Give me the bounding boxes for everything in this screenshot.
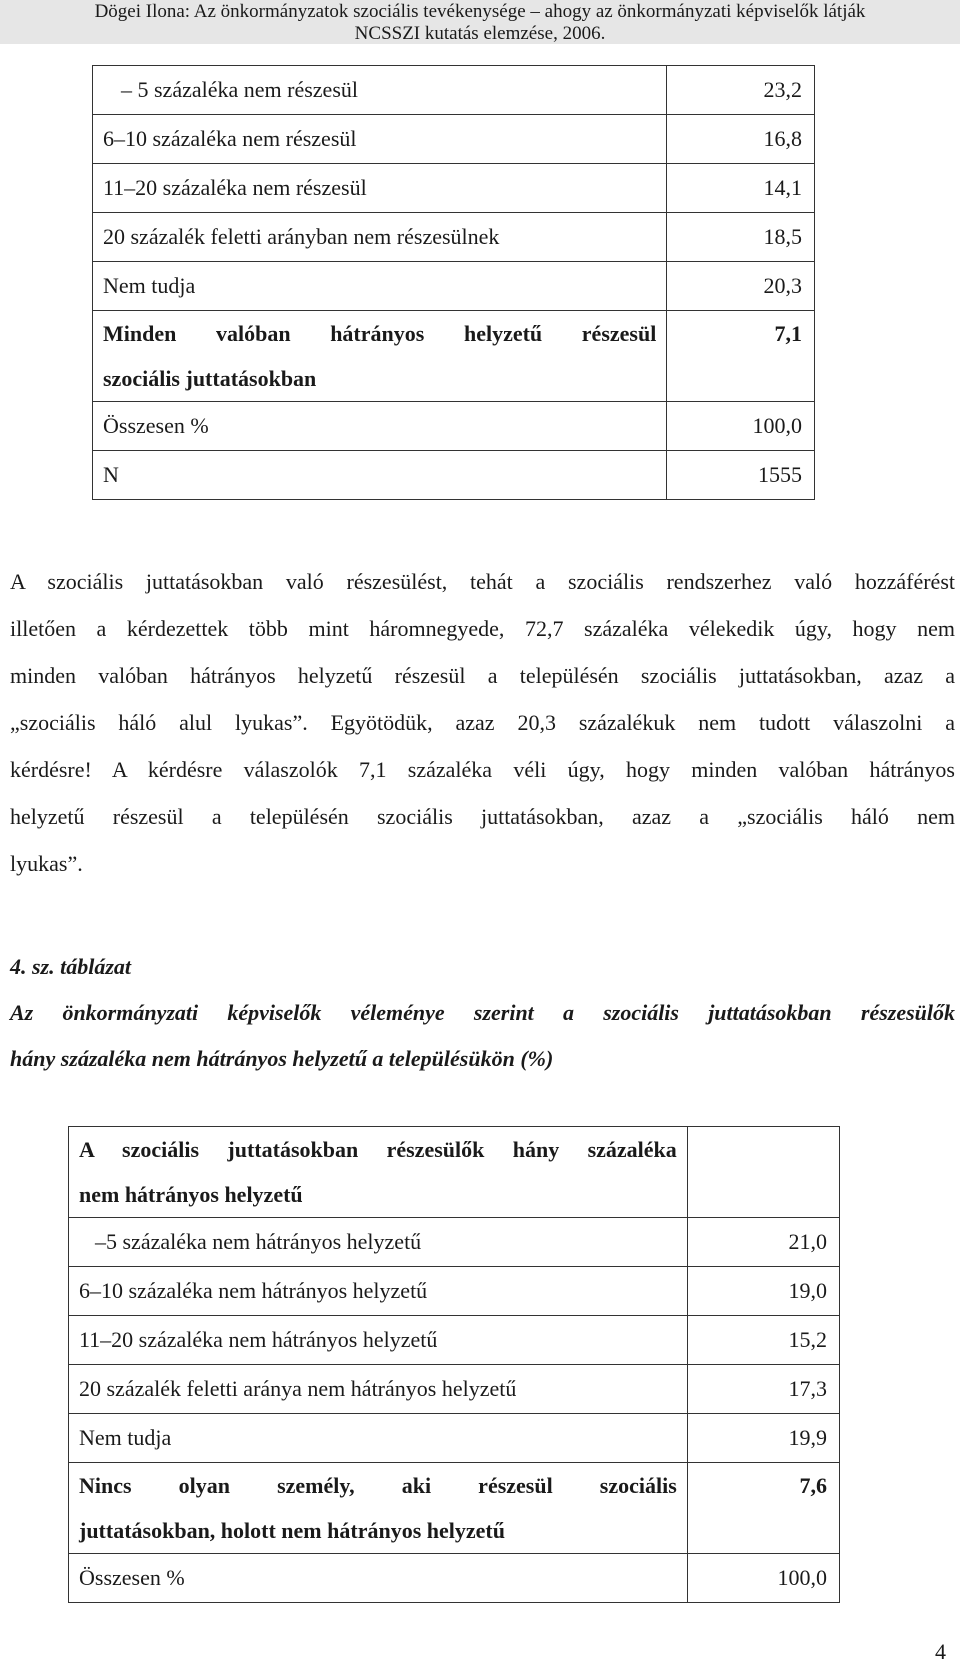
row-label: 20 százalék feletti arányban nem részesülnek (93, 213, 667, 262)
row-value: 7,1 (667, 311, 815, 402)
table-row (93, 213, 815, 262)
header-label: A szociális juttatásokban részesülők hány százaléka nem hátrányos helyzetű (69, 1127, 688, 1218)
running-header (0, 0, 960, 44)
paragraph-line: helyzetű részesül a településén szociális juttatásokban, azaz a „szociális háló nem (10, 804, 955, 829)
row-value: 19,0 (687, 1267, 839, 1316)
table-row (93, 66, 815, 115)
row-label: Minden valóban hátrányos helyzetű részesül szociális juttatásokban (93, 311, 667, 402)
header-author-title: Dögei Ilona: Az önkormányzatok szociális tevékenysége – ahogy az önkormányzati képviselők látják (94, 1, 866, 22)
table-row (69, 1316, 840, 1365)
row-label: Nincs olyan személy, aki részesül szociális juttatásokban, holott nem hátrányos helyzetű (69, 1463, 688, 1554)
row-value: 23,2 (667, 66, 815, 115)
table-row (69, 1463, 840, 1554)
paragraph-line: A szociális juttatásokban való részesülést, tehát a szociális rendszerhez való hozzáférést (10, 569, 955, 594)
table-number: 4. sz. táblázat (10, 954, 132, 979)
table-row (69, 1554, 840, 1603)
table-3-continued (92, 65, 815, 500)
row-value: 20,3 (667, 262, 815, 311)
table-row (69, 1267, 840, 1316)
table-title-line: hány százaléka nem hátrányos helyzetű a településükön (%) (10, 1046, 554, 1071)
row-label: Összesen % (93, 402, 667, 451)
table-row (69, 1414, 840, 1463)
header-value-empty (687, 1127, 839, 1218)
table-4 (68, 1126, 840, 1603)
header-source: NCSSZI kutatás elemzése, 2006. (354, 23, 606, 44)
row-value: 17,3 (687, 1365, 839, 1414)
table-row (93, 115, 815, 164)
paragraph-line: minden valóban hátrányos helyzetű részesül a településén szociális juttatásokban, azaz a (10, 663, 955, 688)
paragraph-line: illetően a kérdezettek több mint háromnegyede, 72,7 százaléka vélekedik úgy, hogy nem (10, 616, 955, 641)
table-caption (10, 944, 955, 1082)
paragraph-line: kérdésre! A kérdésre válaszolók 7,1 százaléka véli úgy, hogy minden valóban hátrányos (10, 757, 955, 782)
row-label: 20 százalék feletti aránya nem hátrányos helyzetű (69, 1365, 688, 1414)
row-label: 11–20 százaléka nem hátrányos helyzetű (69, 1316, 688, 1365)
body-paragraph (10, 558, 955, 887)
row-value: 15,2 (687, 1316, 839, 1365)
paragraph-line: „szociális háló alul lyukas”. Egyötödük, azaz 20,3 százalékuk nem tudott válaszolni a (10, 710, 955, 735)
row-value: 100,0 (667, 402, 815, 451)
row-value: 14,1 (667, 164, 815, 213)
row-label: Nem tudja (69, 1414, 688, 1463)
table-row (93, 311, 815, 402)
table-row (69, 1365, 840, 1414)
row-label: Összesen % (69, 1554, 688, 1603)
table-row (93, 262, 815, 311)
row-label: N (93, 451, 667, 500)
row-label: 6–10 százaléka nem hátrányos helyzetű (69, 1267, 688, 1316)
row-label: 11–20 százaléka nem részesül (93, 164, 667, 213)
row-label: – 5 százaléka nem részesül (93, 66, 667, 115)
row-label: Nem tudja (93, 262, 667, 311)
table-row (69, 1218, 840, 1267)
row-value: 7,6 (687, 1463, 839, 1554)
table-row (93, 164, 815, 213)
row-label: 6–10 százaléka nem részesül (93, 115, 667, 164)
row-value: 100,0 (687, 1554, 839, 1603)
table-title-line: Az önkormányzati képviselők véleménye szerint a szociális juttatásokban részesülők (10, 1000, 955, 1025)
table-row (93, 451, 815, 500)
row-value: 19,9 (687, 1414, 839, 1463)
row-value: 1555 (667, 451, 815, 500)
row-value: 21,0 (687, 1218, 839, 1267)
row-value: 16,8 (667, 115, 815, 164)
page-number: 4 (935, 1639, 946, 1664)
row-value: 18,5 (667, 213, 815, 262)
table-row (93, 402, 815, 451)
row-label: –5 százaléka nem hátrányos helyzetű (69, 1218, 688, 1267)
table-header-row (69, 1127, 840, 1218)
paragraph-line: lyukas”. (10, 851, 83, 876)
